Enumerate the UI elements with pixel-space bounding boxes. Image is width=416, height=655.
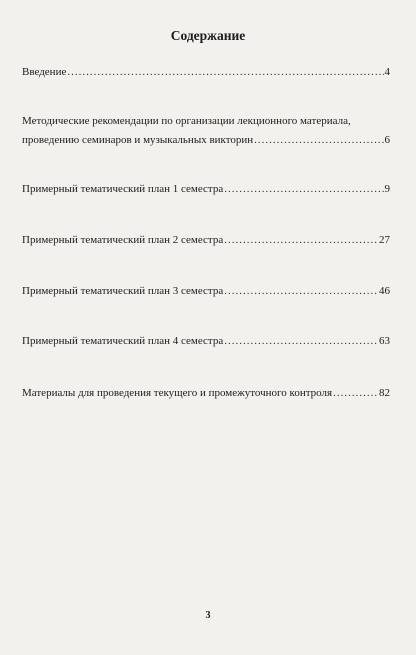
toc-entry-page: 63 bbox=[379, 335, 390, 347]
dot-leader bbox=[224, 332, 378, 351]
dot-leader bbox=[224, 282, 378, 301]
toc-entry-page: 9 bbox=[384, 183, 390, 195]
toc-entry-page: 27 bbox=[379, 234, 390, 246]
toc-entry-title: Материалы для проведения текущего и промежуточного контроля bbox=[22, 387, 333, 399]
toc-entry-title: Примерный тематический план 2 семестра bbox=[22, 234, 224, 246]
toc-entry-title: проведению семинаров и музыкальных викторин bbox=[22, 134, 254, 146]
toc-entry-title: Примерный тематический план 3 семестра bbox=[22, 285, 224, 297]
toc-entry-control-materials[interactable] bbox=[22, 384, 390, 403]
toc-entry-plan-semester-4[interactable] bbox=[22, 332, 390, 351]
toc-entry-page: 6 bbox=[384, 134, 390, 146]
toc-entry-page: 4 bbox=[384, 66, 390, 78]
toc-entry-methodical-recommendations[interactable] bbox=[22, 112, 390, 150]
toc-entry-plan-semester-2[interactable] bbox=[22, 231, 390, 250]
toc-entry-page: 46 bbox=[379, 285, 390, 297]
toc-entry-title: Примерный тематический план 4 семестра bbox=[22, 335, 224, 347]
dot-leader bbox=[224, 180, 383, 199]
toc-entry-plan-semester-1[interactable] bbox=[22, 180, 390, 199]
toc-entry-introduction[interactable] bbox=[22, 63, 390, 82]
toc-entry-page: 82 bbox=[379, 387, 390, 399]
dot-leader bbox=[67, 63, 383, 82]
page-number: 3 bbox=[205, 610, 211, 621]
dot-leader bbox=[224, 231, 378, 250]
toc-entry-title: Введение bbox=[22, 66, 67, 78]
toc-entry-title: Примерный тематический план 1 семестра bbox=[22, 183, 224, 195]
toc-entry-plan-semester-3[interactable] bbox=[22, 282, 390, 301]
toc-entry-title-line1: Методические рекомендации по организации лекционного материала, bbox=[22, 115, 351, 127]
toc-heading: Содержание bbox=[170, 28, 246, 43]
dot-leader bbox=[333, 384, 378, 403]
dot-leader bbox=[254, 131, 383, 150]
